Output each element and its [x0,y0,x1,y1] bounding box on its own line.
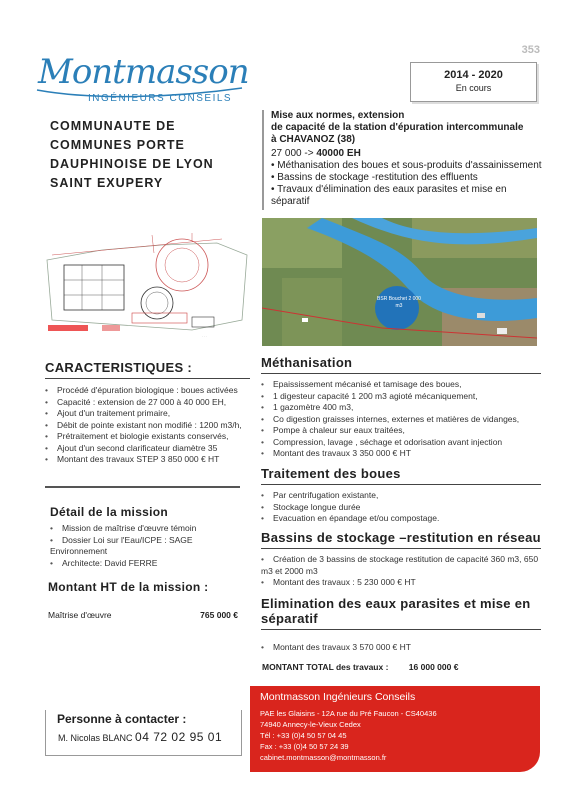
list-item: • Pompe à chaleur sur eaux traitées, [261,425,541,437]
total-value: 16 000 000 € [408,662,459,672]
divider [45,378,250,379]
list-item: • Compression, lavage , séchage et odorisation avant injection [261,437,541,449]
list-item: • Montant des travaux 3 350 000 € HT [261,448,541,460]
list-item: • Stockage longue durée [261,502,541,514]
mission-section [50,505,250,569]
list-item: • Montant des travaux : 5 230 000 € HT [261,577,541,589]
methanisation-list [261,379,541,460]
list-item: • 1 gazomètre 400 m3, [261,402,541,414]
company-logo: Montmasson [38,52,249,92]
divider [261,484,541,485]
list-item: • Ajout d'un second clarificateur diamètre 35 [45,443,250,455]
contact-row [58,730,222,744]
caracteristiques-list [45,385,250,466]
list-item: • Procédé d'épuration biologique : boues activées [45,385,250,397]
list-item: • Par centrifugation existante, [261,490,541,502]
list-item: • Prétraitement et biologie existants conservés, [45,431,250,443]
project-title-1: Mise aux normes, extension [271,110,405,121]
elimination-title-2: séparatif [261,611,318,626]
divider [261,373,541,374]
contact-name: M. Nicolas BLANC [58,733,133,743]
years-status: En cours [455,83,492,93]
traitement-list [261,490,541,525]
traitement-section [261,466,541,525]
methanisation-section [261,355,541,460]
company-info-box [250,686,540,772]
list-item: • Capacité : extension de 27 000 à 40 000 EH, [45,397,250,409]
traitement-title: Traitement des boues [261,466,401,481]
email-link[interactable]: cabinet.montmasson@montmasson.fr [260,753,387,762]
svg-text:· · ·: · · · [202,334,207,338]
elimination-list [261,642,541,654]
list-item: • Co digestion graisses internes, externes et matières de vidanges, [261,414,541,426]
divider [261,548,541,549]
project-capacity: 27 000 -> 40000 EH [271,148,361,159]
montant-mission-row [48,610,238,620]
aerial-photo [262,218,537,346]
project-title-3: à CHAVANOZ (38) [271,134,356,145]
elimination-section [261,596,541,654]
caracteristiques-title: CARACTERISTIQUES : [45,360,192,375]
montant-mission-title: Montant HT de la mission : [48,580,209,594]
list-item: • Débit de pointe existant non modifié : 1200 m3/h, [45,420,250,432]
mission-list [50,523,250,569]
list-item: • Architecte: David FERRE [50,558,250,570]
divider [261,629,541,630]
list-item: • Montant des travaux STEP 3 850 000 € HT [45,454,250,466]
montant-mission-value: 765 000 € [200,610,238,620]
project-bullet: • Travaux d'élimination des eaux parasites et mise en séparatif [271,184,507,207]
bassins-section [261,530,541,589]
project-box [262,110,547,210]
total-label: MONTANT TOTAL des travaux : [262,662,389,672]
project-bullets [271,160,547,208]
phone-line: Tél : +33 (0)4 50 57 04 45 [260,731,347,740]
list-item: • Mission de maîtrise d'œuvre témoin [50,523,250,535]
bassins-list [261,554,541,589]
total-row [262,662,458,672]
years-range: 2014 - 2020 [444,69,503,81]
client-name: COMMUNAUTE DE COMMUNES PORTE DAUPHINOISE DE LYON SAINT EXUPERY [50,119,214,190]
bassins-title: Bassins de stockage –restitution en réseau [261,530,541,545]
list-item: • Dossier Loi sur l'Eau/ICPE : SAGE Environnement [50,535,250,558]
methanisation-title: Méthanisation [261,355,353,370]
elimination-title-1: Elimination des eaux parasites et mise en [261,596,531,611]
mission-title: Détail de la mission [50,505,169,519]
list-item: • Création de 3 bassins de stockage restitution de capacité 360 m3, 650 m3 et 2000 m3 [261,554,541,577]
mission-divider [45,486,240,488]
company-address [260,708,437,763]
logo-subtitle: INGÉNIEURS CONSEILS [88,93,233,104]
project-bullet: • Bassins de stockage -restitution des effluents [271,172,478,183]
address-line: 74940 Annecy-le-Vieux Cedex [260,720,361,729]
list-item: • Montant des travaux 3 570 000 € HT [261,642,541,654]
years-box [410,62,537,102]
company-name: Montmasson Ingénieurs Conseils [260,691,416,703]
contact-title: Personne à contacter : [57,712,187,726]
aerial-label: BSR Bouchet 2 000 m3 [377,296,421,309]
site-plan-image [42,225,252,345]
address-line: PAE les Glaisins - 12A rue du Pré Faucon - CS40436 [260,709,437,718]
list-item: • 1 digesteur capacité 1 200 m3 agioté mécaniquement, [261,391,541,403]
contact-phone: 04 72 02 95 01 [135,730,223,744]
montant-mission-section [48,580,238,620]
project-bullet: • Méthanisation des boues et sous-produits d'assainissement [271,160,542,171]
fax-line: Fax : +33 (0)4 50 57 24 39 [260,742,349,751]
montant-mission-label: Maîtrise d'œuvre [48,610,112,620]
list-item: • Evacuation en épandage et/ou compostage. [261,513,541,525]
list-item: • Ajout d'un traitement primaire, [45,408,250,420]
list-item: • Epaississement mécanisé et tamisage des boues, [261,379,541,391]
caracteristiques-section [45,360,250,466]
project-title-2: de capacité de la station d'épuration intercommunale [271,122,524,133]
page-number: 353 [521,44,540,56]
